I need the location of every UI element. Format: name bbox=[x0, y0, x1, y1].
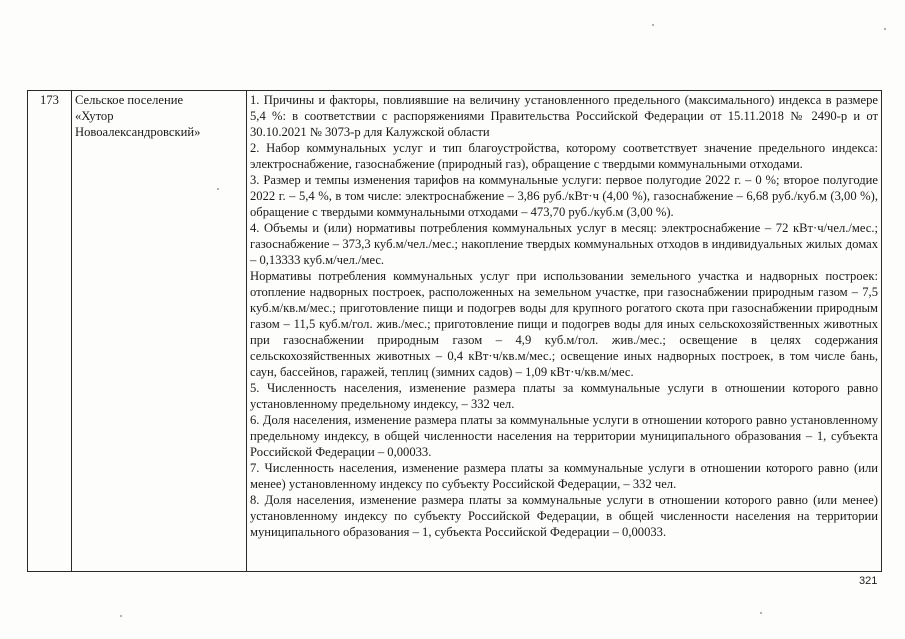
details-cell bbox=[247, 91, 882, 572]
scan-speck bbox=[652, 24, 654, 26]
table-row bbox=[28, 91, 882, 572]
page-number: 321 bbox=[859, 575, 878, 587]
paragraph-reasons: 1. Причины и факторы, повлиявшие на величину установленного предельного (максимального) индекса в размере 5,4 %: в соответствии с распоряжениями Правительства Российской Федерации от 15.11.2018 № 2490-р и от 30.10.2021 № 3073-р для Калужской области bbox=[250, 93, 878, 139]
paragraph-services: 2. Набор коммунальных услуг и тип благоустройства, которому соответствует значение предельного индекса: электроснабжение, газоснабжение (природный газ), обращение с твердыми коммунальными отходами. bbox=[250, 141, 878, 171]
settlement-name-line: Новоалександровский» bbox=[75, 125, 201, 139]
paragraph-population-share-subject: 8. Доля населения, изменение размера платы за коммунальные услуги в отношении которого равно (или менее) установленному индексу по субъекту Российской Федерации, в общей численности населения на территории муниципального образования – 1, субъекта Российской Федерации – 0,00033. bbox=[250, 493, 878, 539]
scan-speck bbox=[120, 615, 122, 617]
paragraph-population-count-subject: 7. Численность населения, изменение размера платы за коммунальные услуги в отношении которого равно (или менее) установленному индексу по субъекту Российской Федерации, – 332 чел. bbox=[250, 461, 878, 491]
scan-speck bbox=[884, 28, 886, 30]
scan-speck bbox=[760, 612, 762, 614]
settlement-name-line: Сельское поселение bbox=[75, 93, 184, 107]
paragraph-population-share: 6. Доля населения, изменение размера платы за коммунальные услуги в отношении которого равно установленному предельному индексу, в общей численности населения на территории муниципального образования – 1, субъекта Российской Федерации – 0,00033. bbox=[250, 413, 878, 459]
paragraph-tariffs: 3. Размер и темпы изменения тарифов на коммунальные услуги: первое полугодие 2022 г. – 0 %; второе полугодие 2022 г. – 5,4 %, в том числе: электроснабжение – 3,86 руб./кВт·ч (4,00 %), газоснабжение – 6,68 руб./куб.м (3,00 %), обращение с твердыми коммунальными отходами – 473,70 руб./куб.м (3,00 %). bbox=[250, 173, 878, 219]
paragraph-volumes: 4. Объемы и (или) нормативы потребления коммунальных услуг в месяц: электроснабжение – 72 кВт·ч/чел./мес.; газоснабжение – 373,3 куб.м/чел./мес.; накопление твердых коммунальных отходов в индивидуальных жилых домах – 0,13333 куб.м/чел./мес. bbox=[250, 221, 878, 267]
row-number-cell: 173 bbox=[28, 91, 72, 572]
index-table bbox=[27, 90, 882, 572]
scan-speck bbox=[217, 188, 219, 190]
settlement-name-line: «Хутор bbox=[75, 109, 114, 123]
settlement-cell bbox=[72, 91, 247, 572]
paragraph-population-count: 5. Численность населения, изменение размера платы за коммунальные услуги в отношении которого равно установленному предельному индексу, – 332 чел. bbox=[250, 381, 878, 411]
paragraph-land-norms: Нормативы потребления коммунальных услуг при использовании земельного участка и надворных построек: отопление надворных построек, расположенных на земельном участке, при газоснабжении природным газом – 7,5 куб.м/кв.м/мес.; приготовление пищи и подогрев воды для крупного рогатого скота при газоснабжении природным газом – 11,5 куб.м/гол. жив./мес.; приготовление пищи и подогрев воды для иных сельскохозяйственных животных при газоснабжении природным газом – 4,9 куб.м/гол. жив./мес.; освещение в целях содержания сельскохозяйственных животных – 0,4 кВт·ч/кв.м/мес.; освещение иных надворных построек, в том числе бань, саун, бассейнов, гаражей, теплиц (зимних садов) – 1,09 кВт·ч/кв.м/мес. bbox=[250, 269, 878, 379]
